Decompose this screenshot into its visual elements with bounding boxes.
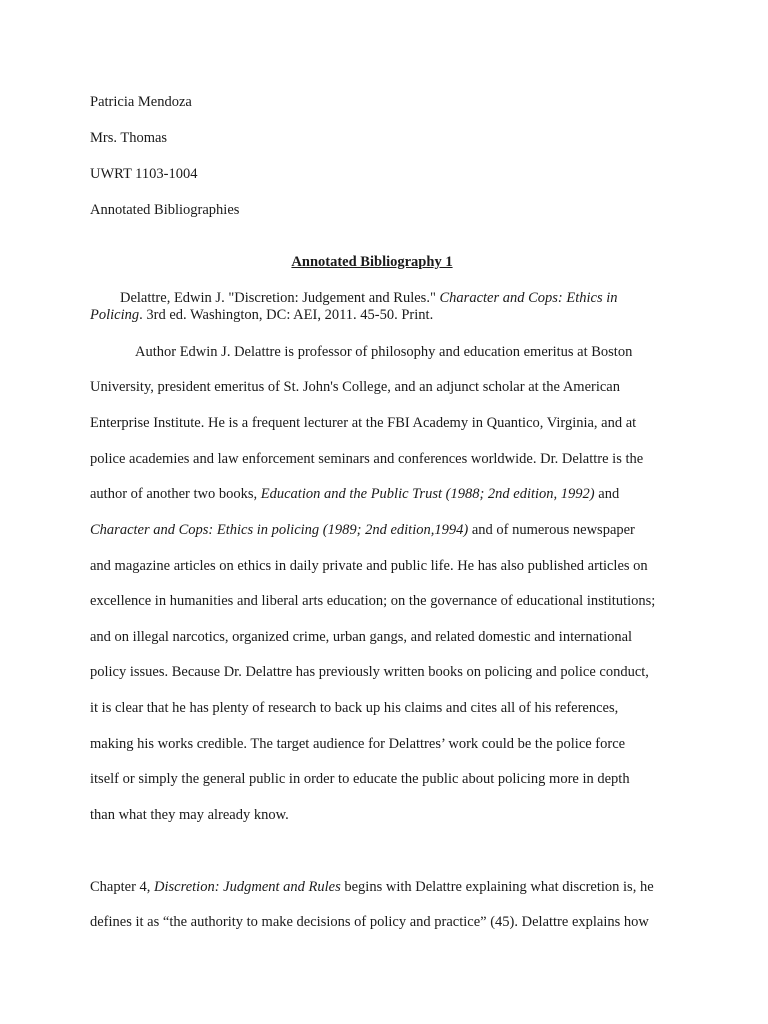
citation-book-title-1: Character and Cops: Ethics in: [439, 290, 618, 306]
paragraph1-text: author of another two books,: [90, 486, 261, 502]
paragraph1-line: making his works credible. The target audience for Delattres’ work could be the police force: [90, 736, 626, 752]
paragraph1-line: policy issues. Because Dr. Delattre has previously written books on policing and police conduct,: [90, 664, 649, 680]
assignment-name: Annotated Bibliographies: [90, 202, 240, 218]
paragraph1-text: and: [594, 486, 620, 502]
page-title: Annotated Bibliography 1: [291, 254, 453, 270]
paragraph2-text: Chapter 4,: [90, 879, 155, 895]
paragraph1-text: and of numerous newspaper: [468, 522, 635, 538]
paragraph1-line: Author Edwin J. Delattre is professor of philosophy and education emeritus at Boston: [135, 344, 633, 360]
paragraph2-line: [90, 878, 654, 896]
paragraph1-line: University, president emeritus of St. John's College, and an adjunct scholar at the American: [90, 379, 620, 395]
instructor-name: Mrs. Thomas: [90, 130, 168, 146]
paragraph1-line: it is clear that he has plenty of research to back up his claims and cites all of his references,: [90, 700, 619, 716]
citation-line-2: [90, 306, 433, 324]
citation-tail: . 3rd ed. Washington, DC: AEI, 2011. 45-50. Print.: [139, 307, 434, 323]
paragraph1-line: and magazine articles on ethics in daily private and public life. He has also published articles on: [90, 558, 648, 574]
course-code: UWRT 1103-1004: [90, 166, 198, 182]
paragraph1-line: and on illegal narcotics, organized crime, urban gangs, and related domestic and international: [90, 629, 633, 645]
citation-lead: Delattre, Edwin J. "Discretion: Judgement and Rules.": [120, 290, 440, 306]
citation-line-1: [120, 289, 618, 307]
student-name: Patricia Mendoza: [90, 94, 192, 110]
book-title-character: Character and Cops: Ethics in policing (1989; 2nd edition,1994): [90, 522, 469, 538]
paragraph2-text: begins with Delattre explaining what discretion is, he: [340, 879, 654, 895]
paragraph2-line: defines it as “the authority to make decisions of policy and practice” (45). Delattre explains how: [90, 914, 649, 930]
chapter-title: Discretion: Judgment and Rules: [154, 879, 341, 895]
paragraph1-line: [90, 485, 619, 503]
paragraph1-line: [90, 521, 635, 539]
paragraph1-line: police academies and law enforcement seminars and conferences worldwide. Dr. Delattre is the: [90, 451, 644, 467]
paragraph1-line: Enterprise Institute. He is a frequent lecturer at the FBI Academy in Quantico, Virginia, and at: [90, 415, 637, 431]
paragraph1-line: itself or simply the general public in order to educate the public about policing more in depth: [90, 771, 630, 787]
citation-book-title-2: Policing: [90, 307, 140, 323]
paragraph1-line: excellence in humanities and liberal arts education; on the governance of educational institutions;: [90, 593, 656, 609]
book-title-education: Education and the Public Trust (1988; 2nd edition, 1992): [260, 486, 595, 502]
paragraph1-line: than what they may already know.: [90, 807, 289, 823]
